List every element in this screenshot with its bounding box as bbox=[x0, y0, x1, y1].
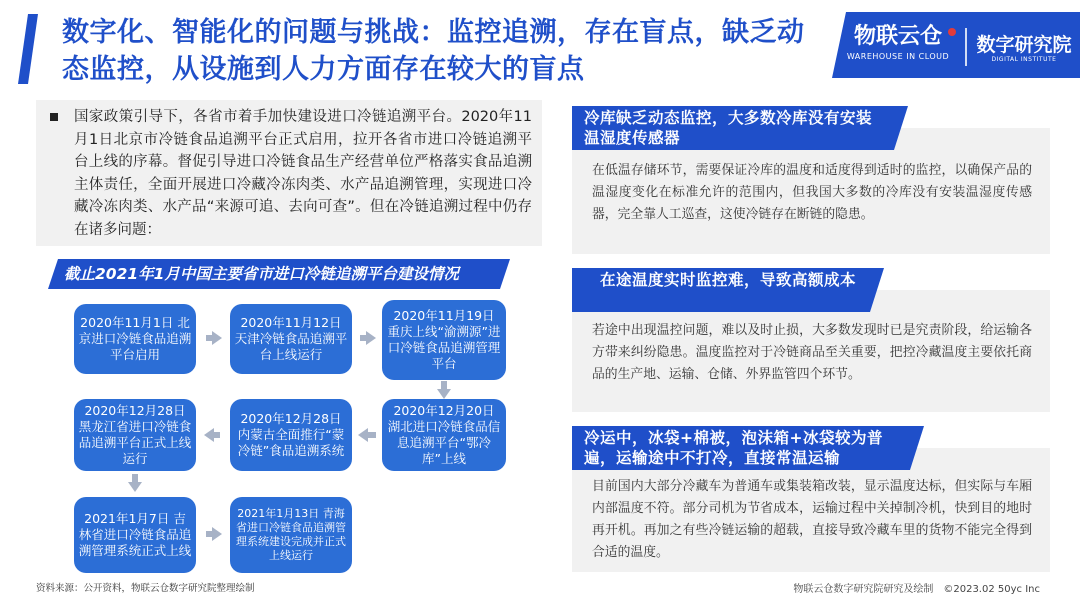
logo-dot-icon bbox=[948, 28, 956, 36]
card-text-cold-transport: 目前国内大部分冷藏车为普通车或集装箱改装，显示温度达标，但实际与车厢内部温度不符。部分司机为节省成本，运输过程中关掉制冷机，快到目的地时再开机。再加之有些冷链运输的超载，直接导致冷藏车里的货物不能完全得到合适的温度。 bbox=[592, 479, 1032, 560]
timeline-item-tianjin: 2020年11月12日 天津冷链食品追溯平台上线运行 bbox=[230, 304, 352, 374]
brand-logo-text: 物联云仓 bbox=[853, 24, 942, 49]
timeline-item-qinghai: 2021年1月13日 青海省进口冷链食品追溯管理系统建设完成并正式上线运行 bbox=[230, 497, 352, 573]
arrow-down-icon bbox=[437, 389, 451, 399]
arrow-left-icon bbox=[358, 428, 368, 442]
intro-text: 国家政策引导下，各省市着手加快建设进口冷链追溯平台。2020年11月1日北京市冷链食品追溯平台正式启用，拉开各省市进口冷链追溯平台上线的序幕。督促引导进口冷链食品生产经营单位严格落实食品追溯主体责任，全面开展进口冷藏冷冻肉类、水产品追溯管理，实现进口冷藏冷冻肉类、水产品“来源可追、去向可查”。但在冷链追溯过程中仍存在诸多问题： bbox=[74, 109, 532, 238]
page-title-line2: 态监控，从设施到人力方面存在较大的盲点 bbox=[62, 54, 585, 85]
arrow-right-icon bbox=[212, 331, 222, 345]
timeline-item-chongqing: 2020年11月19日 重庆上线“渝溯源”进口冷链食品追溯管理平台 bbox=[382, 300, 506, 380]
timeline-arrow-stem bbox=[368, 432, 376, 438]
card-title-transit-monitoring: 在途温度实时监控难，导致高额成本 bbox=[600, 271, 857, 289]
intro-panel bbox=[36, 100, 542, 246]
timeline-arrow-stem bbox=[132, 474, 138, 482]
page-title bbox=[62, 14, 822, 88]
square-bullet-icon bbox=[50, 113, 58, 121]
arrow-right-icon bbox=[212, 527, 222, 541]
arrow-left-icon bbox=[204, 428, 214, 442]
arrow-down-icon bbox=[128, 482, 142, 492]
source-note: 资料来源：公开资料，物联云仓数字研究院整理绘制 bbox=[36, 583, 255, 594]
timeline-item-jilin: 2021年1月7日 吉林省进口冷链食品追溯管理系统正式上线 bbox=[74, 497, 196, 573]
title-accent-bar bbox=[18, 14, 38, 84]
institute-logo-text: 数字研究院 bbox=[976, 34, 1072, 56]
card-text-transit-monitoring: 若途中出现温控问题，难以及时止损，大多数发现时已是究责阶段，给运输各方带来纠纷隐患。温度监控对于冷链商品至关重要，把控冷藏温度主要依托商品的生产地、运输、仓储、外界监管四个环节。 bbox=[592, 323, 1032, 382]
timeline-banner-title: 截止2021年1月中国主要省市进口冷链追溯平台建设情况 bbox=[64, 265, 459, 283]
logo-divider bbox=[965, 28, 967, 66]
card-title-cold-transport: 冷运中，冰袋+棉被，泡沫箱+冰袋较为普遍，运输途中不打冷，直接常温运输 bbox=[584, 429, 883, 467]
brand-logo-subtext: WAREHOUSE IN CLOUD bbox=[846, 52, 950, 61]
page-title-line1: 数字化、智能化的问题与挑战：监控追溯，存在盲点，缺乏动 bbox=[62, 17, 805, 48]
timeline-item-neimenggu: 2020年12月28日 内蒙古全面推行“蒙冷链”食品追溯系统 bbox=[230, 399, 352, 471]
timeline-item-heilongjiang: 2020年12月28日 黑龙江省进口冷链食品追溯平台正式上线运行 bbox=[74, 399, 196, 471]
timeline-arrow-stem bbox=[441, 381, 447, 389]
timeline-item-hubei: 2020年12月20日 湖北进口冷链食品信息追溯平台“鄂冷库”上线 bbox=[382, 399, 506, 471]
card-title-cold-storage: 冷库缺乏动态监控，大多数冷库没有安装温湿度传感器 bbox=[584, 109, 873, 147]
timeline-item-beijing: 2020年11月1日 北京进口冷链食品追溯平台启用 bbox=[74, 304, 196, 374]
card-text-cold-storage: 在低温存储环节，需要保证冷库的温度和适度得到适时的监控，以确保产品的温湿度变化在标准允许的范围内，但我国大多数的冷库没有安装温湿度传感器，完全靠人工巡查，这使冷链存在断链的隐患。 bbox=[592, 163, 1032, 222]
institute-logo-subtext: DIGITAL INSTITUTE bbox=[991, 56, 1057, 63]
copyright-note: 物联云仓数字研究院研究及绘制 ©2023.02 50yc Inc bbox=[793, 584, 1040, 595]
timeline-arrow-stem bbox=[214, 432, 220, 438]
arrow-right-icon bbox=[366, 331, 376, 345]
